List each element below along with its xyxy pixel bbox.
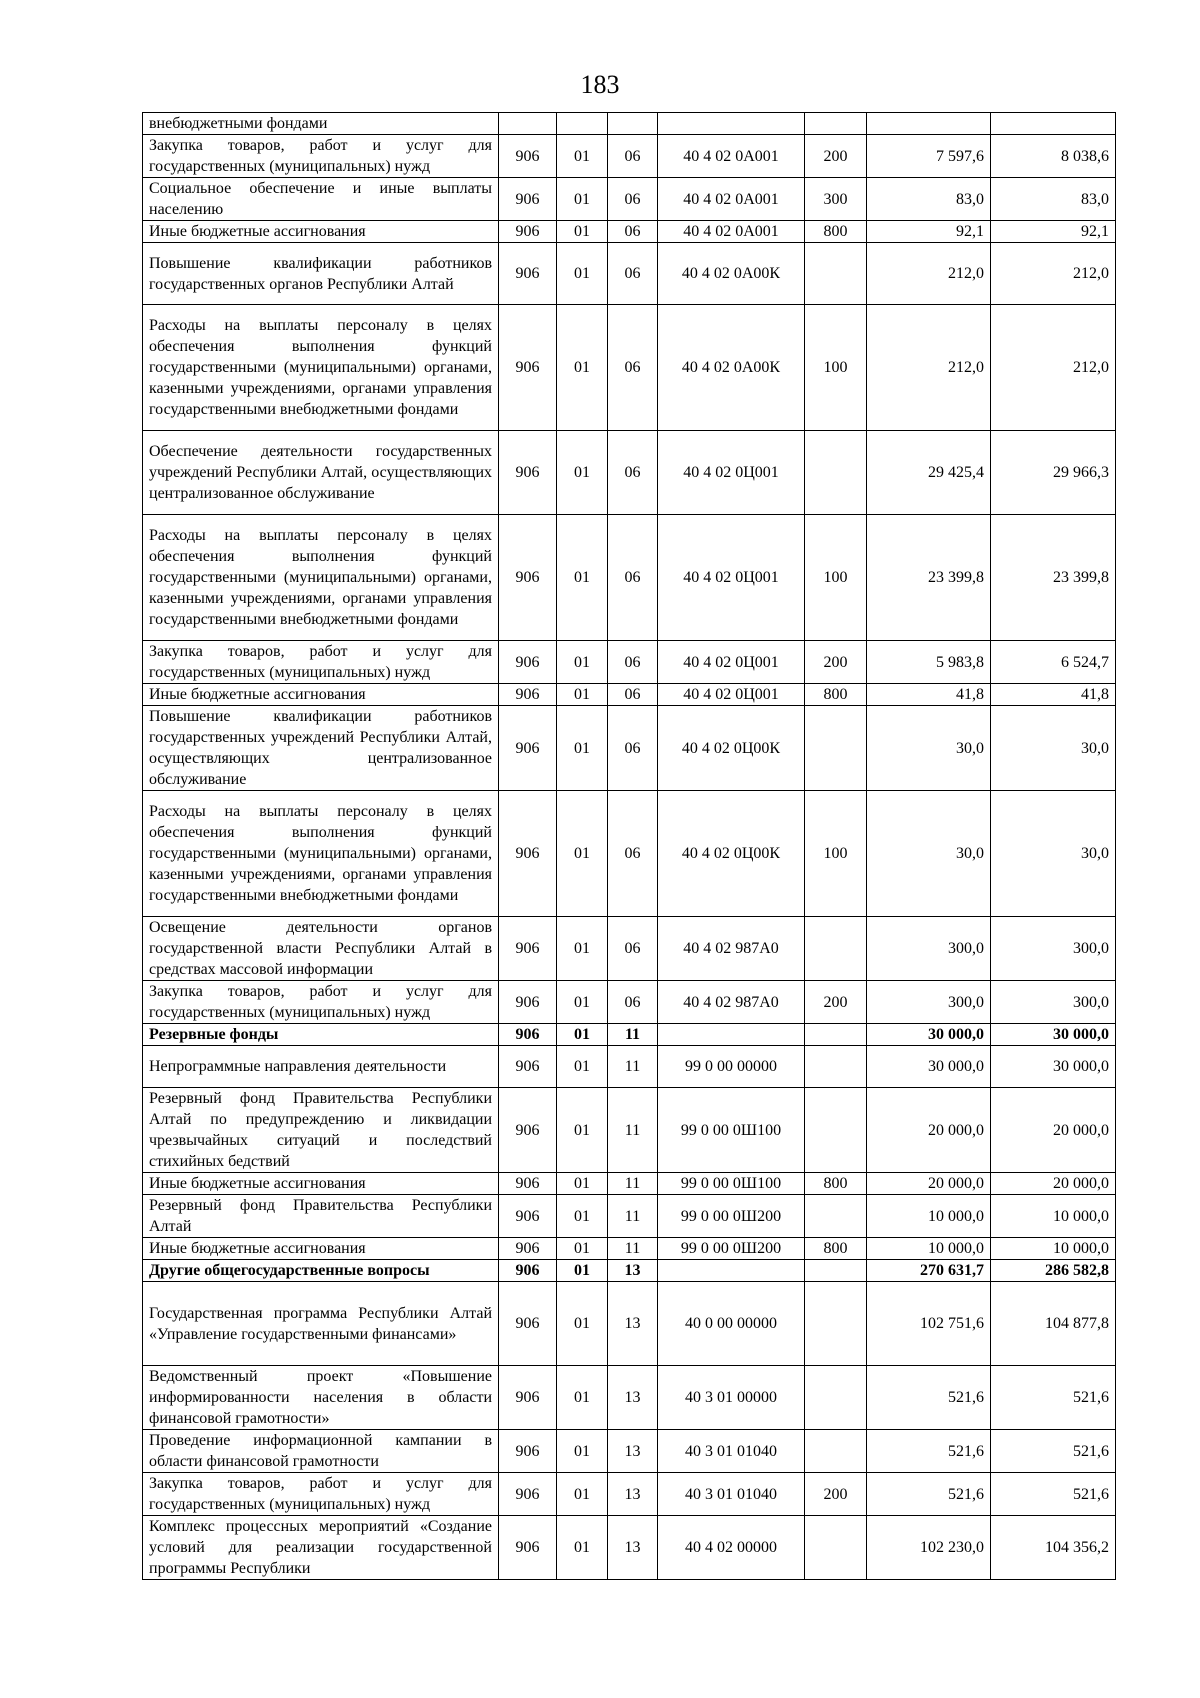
- ministry-code-cell: 906: [499, 1516, 557, 1580]
- expense-type-code-cell: 100: [805, 515, 867, 641]
- subsection-code-cell: 13: [608, 1366, 658, 1430]
- section-code-cell: 01: [557, 706, 608, 791]
- table-row: [143, 641, 1116, 684]
- amount-year-1-cell: [867, 113, 991, 135]
- subsection-code-cell: 06: [608, 178, 658, 221]
- expense-type-code-cell: 300: [805, 178, 867, 221]
- expense-type-code-cell: 200: [805, 135, 867, 178]
- subsection-code-cell: 06: [608, 135, 658, 178]
- ministry-code-cell: 906: [499, 305, 557, 431]
- section-code-cell: 01: [557, 431, 608, 515]
- section-code-cell: 01: [557, 917, 608, 981]
- item-name-cell: Другие общегосударственные вопросы: [143, 1260, 499, 1282]
- target-article-code-cell: 40 4 02 987А0: [658, 981, 805, 1024]
- target-article-code-cell: 99 0 00 00000: [658, 1046, 805, 1088]
- amount-year-2-cell: 212,0: [991, 305, 1116, 431]
- section-code-cell: 01: [557, 243, 608, 305]
- section-code-cell: 01: [557, 1173, 608, 1195]
- amount-year-2-cell: 212,0: [991, 243, 1116, 305]
- ministry-code-cell: 906: [499, 178, 557, 221]
- ministry-code-cell: 906: [499, 684, 557, 706]
- item-name-cell: Повышение квалификации работников государственных учреждений Республики Алтай, осуществляющих централизованное обслуживание: [143, 706, 499, 791]
- ministry-code-cell: 906: [499, 243, 557, 305]
- expense-type-code-cell: [805, 1195, 867, 1238]
- section-code-cell: 01: [557, 178, 608, 221]
- ministry-code-cell: 906: [499, 641, 557, 684]
- table-row: [143, 1238, 1116, 1260]
- target-article-code-cell: 40 3 01 00000: [658, 1366, 805, 1430]
- page-number: 183: [580, 70, 620, 99]
- target-article-code-cell: 40 4 02 0А00К: [658, 305, 805, 431]
- subsection-code-cell: 13: [608, 1473, 658, 1516]
- item-name-cell: Расходы на выплаты персоналу в целях обеспечения выполнения функций государственными (муниципальными) органами, казенными учреждениями, органами управления государственными внебюджетными фондами: [143, 791, 499, 917]
- amount-year-2-cell: 30,0: [991, 791, 1116, 917]
- section-code-cell: 01: [557, 135, 608, 178]
- amount-year-2-cell: 521,6: [991, 1430, 1116, 1473]
- section-code-cell: [557, 113, 608, 135]
- item-name-cell: Расходы на выплаты персоналу в целях обеспечения выполнения функций государственными (муниципальными) органами, казенными учреждениями, органами управления государственными внебюджетными фондами: [143, 305, 499, 431]
- item-name-cell: Обеспечение деятельности государственных учреждений Республики Алтай, осуществляющих централизованное обслуживание: [143, 431, 499, 515]
- item-name-cell: Расходы на выплаты персоналу в целях обеспечения выполнения функций государственными (муниципальными) органами, казенными учреждениями, органами управления государственными внебюджетными фондами: [143, 515, 499, 641]
- expense-type-code-cell: 200: [805, 1473, 867, 1516]
- table-row: [143, 113, 1116, 135]
- table-row: [143, 684, 1116, 706]
- expense-type-code-cell: [805, 917, 867, 981]
- section-code-cell: 01: [557, 1195, 608, 1238]
- amount-year-2-cell: 6 524,7: [991, 641, 1116, 684]
- subsection-code-cell: 13: [608, 1516, 658, 1580]
- ministry-code-cell: 906: [499, 1238, 557, 1260]
- subsection-code-cell: 06: [608, 431, 658, 515]
- target-article-code-cell: 40 4 02 987А0: [658, 917, 805, 981]
- subsection-code-cell: 11: [608, 1195, 658, 1238]
- subsection-code-cell: 13: [608, 1430, 658, 1473]
- subsection-code-cell: 11: [608, 1173, 658, 1195]
- expense-type-code-cell: [805, 243, 867, 305]
- subsection-code-cell: 11: [608, 1024, 658, 1046]
- table-row: [143, 981, 1116, 1024]
- amount-year-1-cell: 270 631,7: [867, 1260, 991, 1282]
- ministry-code-cell: 906: [499, 221, 557, 243]
- ministry-code-cell: 906: [499, 1088, 557, 1173]
- amount-year-1-cell: 83,0: [867, 178, 991, 221]
- ministry-code-cell: 906: [499, 1473, 557, 1516]
- item-name-cell: Непрограммные направления деятельности: [143, 1046, 499, 1088]
- amount-year-1-cell: 20 000,0: [867, 1173, 991, 1195]
- item-name-cell: Резервный фонд Правительства Республики Алтай по предупреждению и ликвидации чрезвычайных ситуаций и последствий стихийных бедствий: [143, 1088, 499, 1173]
- table-row: [143, 1024, 1116, 1046]
- ministry-code-cell: 906: [499, 1195, 557, 1238]
- budget-table-body: [143, 113, 1116, 1580]
- target-article-code-cell: 40 4 02 0Ц001: [658, 684, 805, 706]
- target-article-code-cell: 40 4 02 0Ц00К: [658, 706, 805, 791]
- amount-year-1-cell: 30,0: [867, 706, 991, 791]
- expense-type-code-cell: [805, 1430, 867, 1473]
- amount-year-1-cell: 521,6: [867, 1366, 991, 1430]
- amount-year-1-cell: 29 425,4: [867, 431, 991, 515]
- item-name-cell: внебюджетными фондами: [143, 113, 499, 135]
- target-article-code-cell: 99 0 00 0Ш200: [658, 1238, 805, 1260]
- subsection-code-cell: 06: [608, 243, 658, 305]
- item-name-cell: Проведение информационной кампании в области финансовой грамотности: [143, 1430, 499, 1473]
- table-row: [143, 1430, 1116, 1473]
- amount-year-2-cell: 300,0: [991, 981, 1116, 1024]
- subsection-code-cell: 06: [608, 917, 658, 981]
- expense-type-code-cell: [805, 1516, 867, 1580]
- ministry-code-cell: 906: [499, 1430, 557, 1473]
- target-article-code-cell: 40 4 02 0А00К: [658, 243, 805, 305]
- table-row: [143, 706, 1116, 791]
- target-article-code-cell: 99 0 00 0Ш100: [658, 1088, 805, 1173]
- item-name-cell: Иные бюджетные ассигнования: [143, 221, 499, 243]
- table-row: [143, 1088, 1116, 1173]
- amount-year-2-cell: 104 877,8: [991, 1282, 1116, 1366]
- target-article-code-cell: 40 3 01 01040: [658, 1473, 805, 1516]
- amount-year-1-cell: 92,1: [867, 221, 991, 243]
- ministry-code-cell: [499, 113, 557, 135]
- table-row: [143, 305, 1116, 431]
- subsection-code-cell: 06: [608, 305, 658, 431]
- amount-year-1-cell: 30 000,0: [867, 1046, 991, 1088]
- table-row: [143, 1260, 1116, 1282]
- target-article-code-cell: 40 4 02 0А001: [658, 135, 805, 178]
- amount-year-1-cell: 5 983,8: [867, 641, 991, 684]
- expense-type-code-cell: 200: [805, 641, 867, 684]
- amount-year-1-cell: 212,0: [867, 305, 991, 431]
- amount-year-1-cell: 300,0: [867, 981, 991, 1024]
- ministry-code-cell: 906: [499, 791, 557, 917]
- table-row: [143, 1366, 1116, 1430]
- item-name-cell: Иные бюджетные ассигнования: [143, 684, 499, 706]
- item-name-cell: Комплекс процессных мероприятий «Создание условий для реализации государственной программы Республики: [143, 1516, 499, 1580]
- target-article-code-cell: 99 0 00 0Ш100: [658, 1173, 805, 1195]
- amount-year-2-cell: 521,6: [991, 1473, 1116, 1516]
- amount-year-2-cell: 23 399,8: [991, 515, 1116, 641]
- section-code-cell: 01: [557, 305, 608, 431]
- expense-type-code-cell: 800: [805, 221, 867, 243]
- amount-year-1-cell: 10 000,0: [867, 1195, 991, 1238]
- table-row: [143, 1173, 1116, 1195]
- ministry-code-cell: 906: [499, 917, 557, 981]
- item-name-cell: Социальное обеспечение и иные выплаты населению: [143, 178, 499, 221]
- subsection-code-cell: 06: [608, 981, 658, 1024]
- expense-type-code-cell: [805, 706, 867, 791]
- section-code-cell: 01: [557, 1473, 608, 1516]
- amount-year-2-cell: 41,8: [991, 684, 1116, 706]
- subsection-code-cell: 06: [608, 221, 658, 243]
- section-code-cell: 01: [557, 791, 608, 917]
- target-article-code-cell: [658, 1024, 805, 1046]
- target-article-code-cell: 40 4 02 0Ц001: [658, 641, 805, 684]
- subsection-code-cell: 11: [608, 1088, 658, 1173]
- target-article-code-cell: [658, 113, 805, 135]
- section-code-cell: 01: [557, 684, 608, 706]
- section-code-cell: 01: [557, 1088, 608, 1173]
- subsection-code-cell: 06: [608, 706, 658, 791]
- amount-year-2-cell: 20 000,0: [991, 1173, 1116, 1195]
- ministry-code-cell: 906: [499, 1366, 557, 1430]
- section-code-cell: 01: [557, 1516, 608, 1580]
- amount-year-1-cell: 521,6: [867, 1430, 991, 1473]
- amount-year-1-cell: 300,0: [867, 917, 991, 981]
- section-code-cell: 01: [557, 515, 608, 641]
- amount-year-1-cell: 102 751,6: [867, 1282, 991, 1366]
- table-row: [143, 515, 1116, 641]
- target-article-code-cell: 40 0 00 00000: [658, 1282, 805, 1366]
- expense-type-code-cell: 800: [805, 684, 867, 706]
- ministry-code-cell: 906: [499, 981, 557, 1024]
- subsection-code-cell: 06: [608, 791, 658, 917]
- ministry-code-cell: 906: [499, 1173, 557, 1195]
- table-row: [143, 135, 1116, 178]
- subsection-code-cell: 06: [608, 515, 658, 641]
- amount-year-2-cell: 20 000,0: [991, 1088, 1116, 1173]
- table-row: [143, 791, 1116, 917]
- expense-type-code-cell: [805, 1366, 867, 1430]
- table-row: [143, 221, 1116, 243]
- expense-type-code-cell: [805, 1088, 867, 1173]
- amount-year-2-cell: 521,6: [991, 1366, 1116, 1430]
- ministry-code-cell: 906: [499, 1282, 557, 1366]
- expense-type-code-cell: 100: [805, 305, 867, 431]
- section-code-cell: 01: [557, 1282, 608, 1366]
- table-row: [143, 1046, 1116, 1088]
- table-row: [143, 1282, 1116, 1366]
- amount-year-2-cell: 30 000,0: [991, 1046, 1116, 1088]
- amount-year-2-cell: 83,0: [991, 178, 1116, 221]
- amount-year-1-cell: 7 597,6: [867, 135, 991, 178]
- amount-year-2-cell: 30,0: [991, 706, 1116, 791]
- amount-year-1-cell: 30 000,0: [867, 1024, 991, 1046]
- amount-year-2-cell: 30 000,0: [991, 1024, 1116, 1046]
- ministry-code-cell: 906: [499, 515, 557, 641]
- section-code-cell: 01: [557, 1430, 608, 1473]
- expense-type-code-cell: 200: [805, 981, 867, 1024]
- target-article-code-cell: [658, 1260, 805, 1282]
- subsection-code-cell: 13: [608, 1260, 658, 1282]
- subsection-code-cell: 06: [608, 684, 658, 706]
- ministry-code-cell: 906: [499, 135, 557, 178]
- amount-year-2-cell: 300,0: [991, 917, 1116, 981]
- section-code-cell: 01: [557, 981, 608, 1024]
- amount-year-2-cell: 10 000,0: [991, 1195, 1116, 1238]
- budget-table: [142, 112, 1116, 1580]
- table-row: [143, 178, 1116, 221]
- amount-year-2-cell: 10 000,0: [991, 1238, 1116, 1260]
- subsection-code-cell: 06: [608, 641, 658, 684]
- expense-type-code-cell: [805, 1046, 867, 1088]
- target-article-code-cell: 40 4 02 0Ц00К: [658, 791, 805, 917]
- expense-type-code-cell: [805, 1260, 867, 1282]
- subsection-code-cell: [608, 113, 658, 135]
- target-article-code-cell: 40 4 02 0А001: [658, 221, 805, 243]
- section-code-cell: 01: [557, 1366, 608, 1430]
- expense-type-code-cell: [805, 1024, 867, 1046]
- amount-year-1-cell: 521,6: [867, 1473, 991, 1516]
- section-code-cell: 01: [557, 1024, 608, 1046]
- item-name-cell: Освещение деятельности органов государственной власти Республики Алтай в средствах массовой информации: [143, 917, 499, 981]
- section-code-cell: 01: [557, 221, 608, 243]
- item-name-cell: Государственная программа Республики Алтай «Управление государственными финансами»: [143, 1282, 499, 1366]
- item-name-cell: Закупка товаров, работ и услуг для государственных (муниципальных) нужд: [143, 1473, 499, 1516]
- item-name-cell: Резервный фонд Правительства Республики Алтай: [143, 1195, 499, 1238]
- item-name-cell: Резервные фонды: [143, 1024, 499, 1046]
- section-code-cell: 01: [557, 1260, 608, 1282]
- expense-type-code-cell: 800: [805, 1173, 867, 1195]
- amount-year-1-cell: 10 000,0: [867, 1238, 991, 1260]
- target-article-code-cell: 40 3 01 01040: [658, 1430, 805, 1473]
- item-name-cell: Закупка товаров, работ и услуг для государственных (муниципальных) нужд: [143, 641, 499, 684]
- amount-year-2-cell: 286 582,8: [991, 1260, 1116, 1282]
- amount-year-1-cell: 212,0: [867, 243, 991, 305]
- amount-year-1-cell: 30,0: [867, 791, 991, 917]
- ministry-code-cell: 906: [499, 1046, 557, 1088]
- section-code-cell: 01: [557, 641, 608, 684]
- table-row: [143, 917, 1116, 981]
- ministry-code-cell: 906: [499, 1024, 557, 1046]
- amount-year-1-cell: 41,8: [867, 684, 991, 706]
- target-article-code-cell: 40 4 02 0Ц001: [658, 431, 805, 515]
- section-code-cell: 01: [557, 1238, 608, 1260]
- expense-type-code-cell: 800: [805, 1238, 867, 1260]
- amount-year-1-cell: 20 000,0: [867, 1088, 991, 1173]
- target-article-code-cell: 40 4 02 0Ц001: [658, 515, 805, 641]
- amount-year-2-cell: 29 966,3: [991, 431, 1116, 515]
- item-name-cell: Закупка товаров, работ и услуг для государственных (муниципальных) нужд: [143, 135, 499, 178]
- amount-year-2-cell: [991, 113, 1116, 135]
- subsection-code-cell: 13: [608, 1282, 658, 1366]
- table-row: [143, 431, 1116, 515]
- amount-year-2-cell: 8 038,6: [991, 135, 1116, 178]
- expense-type-code-cell: [805, 113, 867, 135]
- target-article-code-cell: 40 4 02 00000: [658, 1516, 805, 1580]
- amount-year-1-cell: 23 399,8: [867, 515, 991, 641]
- expense-type-code-cell: [805, 431, 867, 515]
- item-name-cell: Ведомственный проект «Повышение информированности населения в области финансовой грамотности»: [143, 1366, 499, 1430]
- expense-type-code-cell: 100: [805, 791, 867, 917]
- item-name-cell: Иные бюджетные ассигнования: [143, 1238, 499, 1260]
- target-article-code-cell: 40 4 02 0А001: [658, 178, 805, 221]
- expense-type-code-cell: [805, 1282, 867, 1366]
- target-article-code-cell: 99 0 00 0Ш200: [658, 1195, 805, 1238]
- subsection-code-cell: 11: [608, 1046, 658, 1088]
- amount-year-2-cell: 104 356,2: [991, 1516, 1116, 1580]
- amount-year-1-cell: 102 230,0: [867, 1516, 991, 1580]
- subsection-code-cell: 11: [608, 1238, 658, 1260]
- ministry-code-cell: 906: [499, 706, 557, 791]
- item-name-cell: Повышение квалификации работников государственных органов Республики Алтай: [143, 243, 499, 305]
- amount-year-2-cell: 92,1: [991, 221, 1116, 243]
- table-row: [143, 1516, 1116, 1580]
- item-name-cell: Закупка товаров, работ и услуг для государственных (муниципальных) нужд: [143, 981, 499, 1024]
- ministry-code-cell: 906: [499, 431, 557, 515]
- table-row: [143, 1473, 1116, 1516]
- table-row: [143, 1195, 1116, 1238]
- table-row: [143, 243, 1116, 305]
- item-name-cell: Иные бюджетные ассигнования: [143, 1173, 499, 1195]
- section-code-cell: 01: [557, 1046, 608, 1088]
- ministry-code-cell: 906: [499, 1260, 557, 1282]
